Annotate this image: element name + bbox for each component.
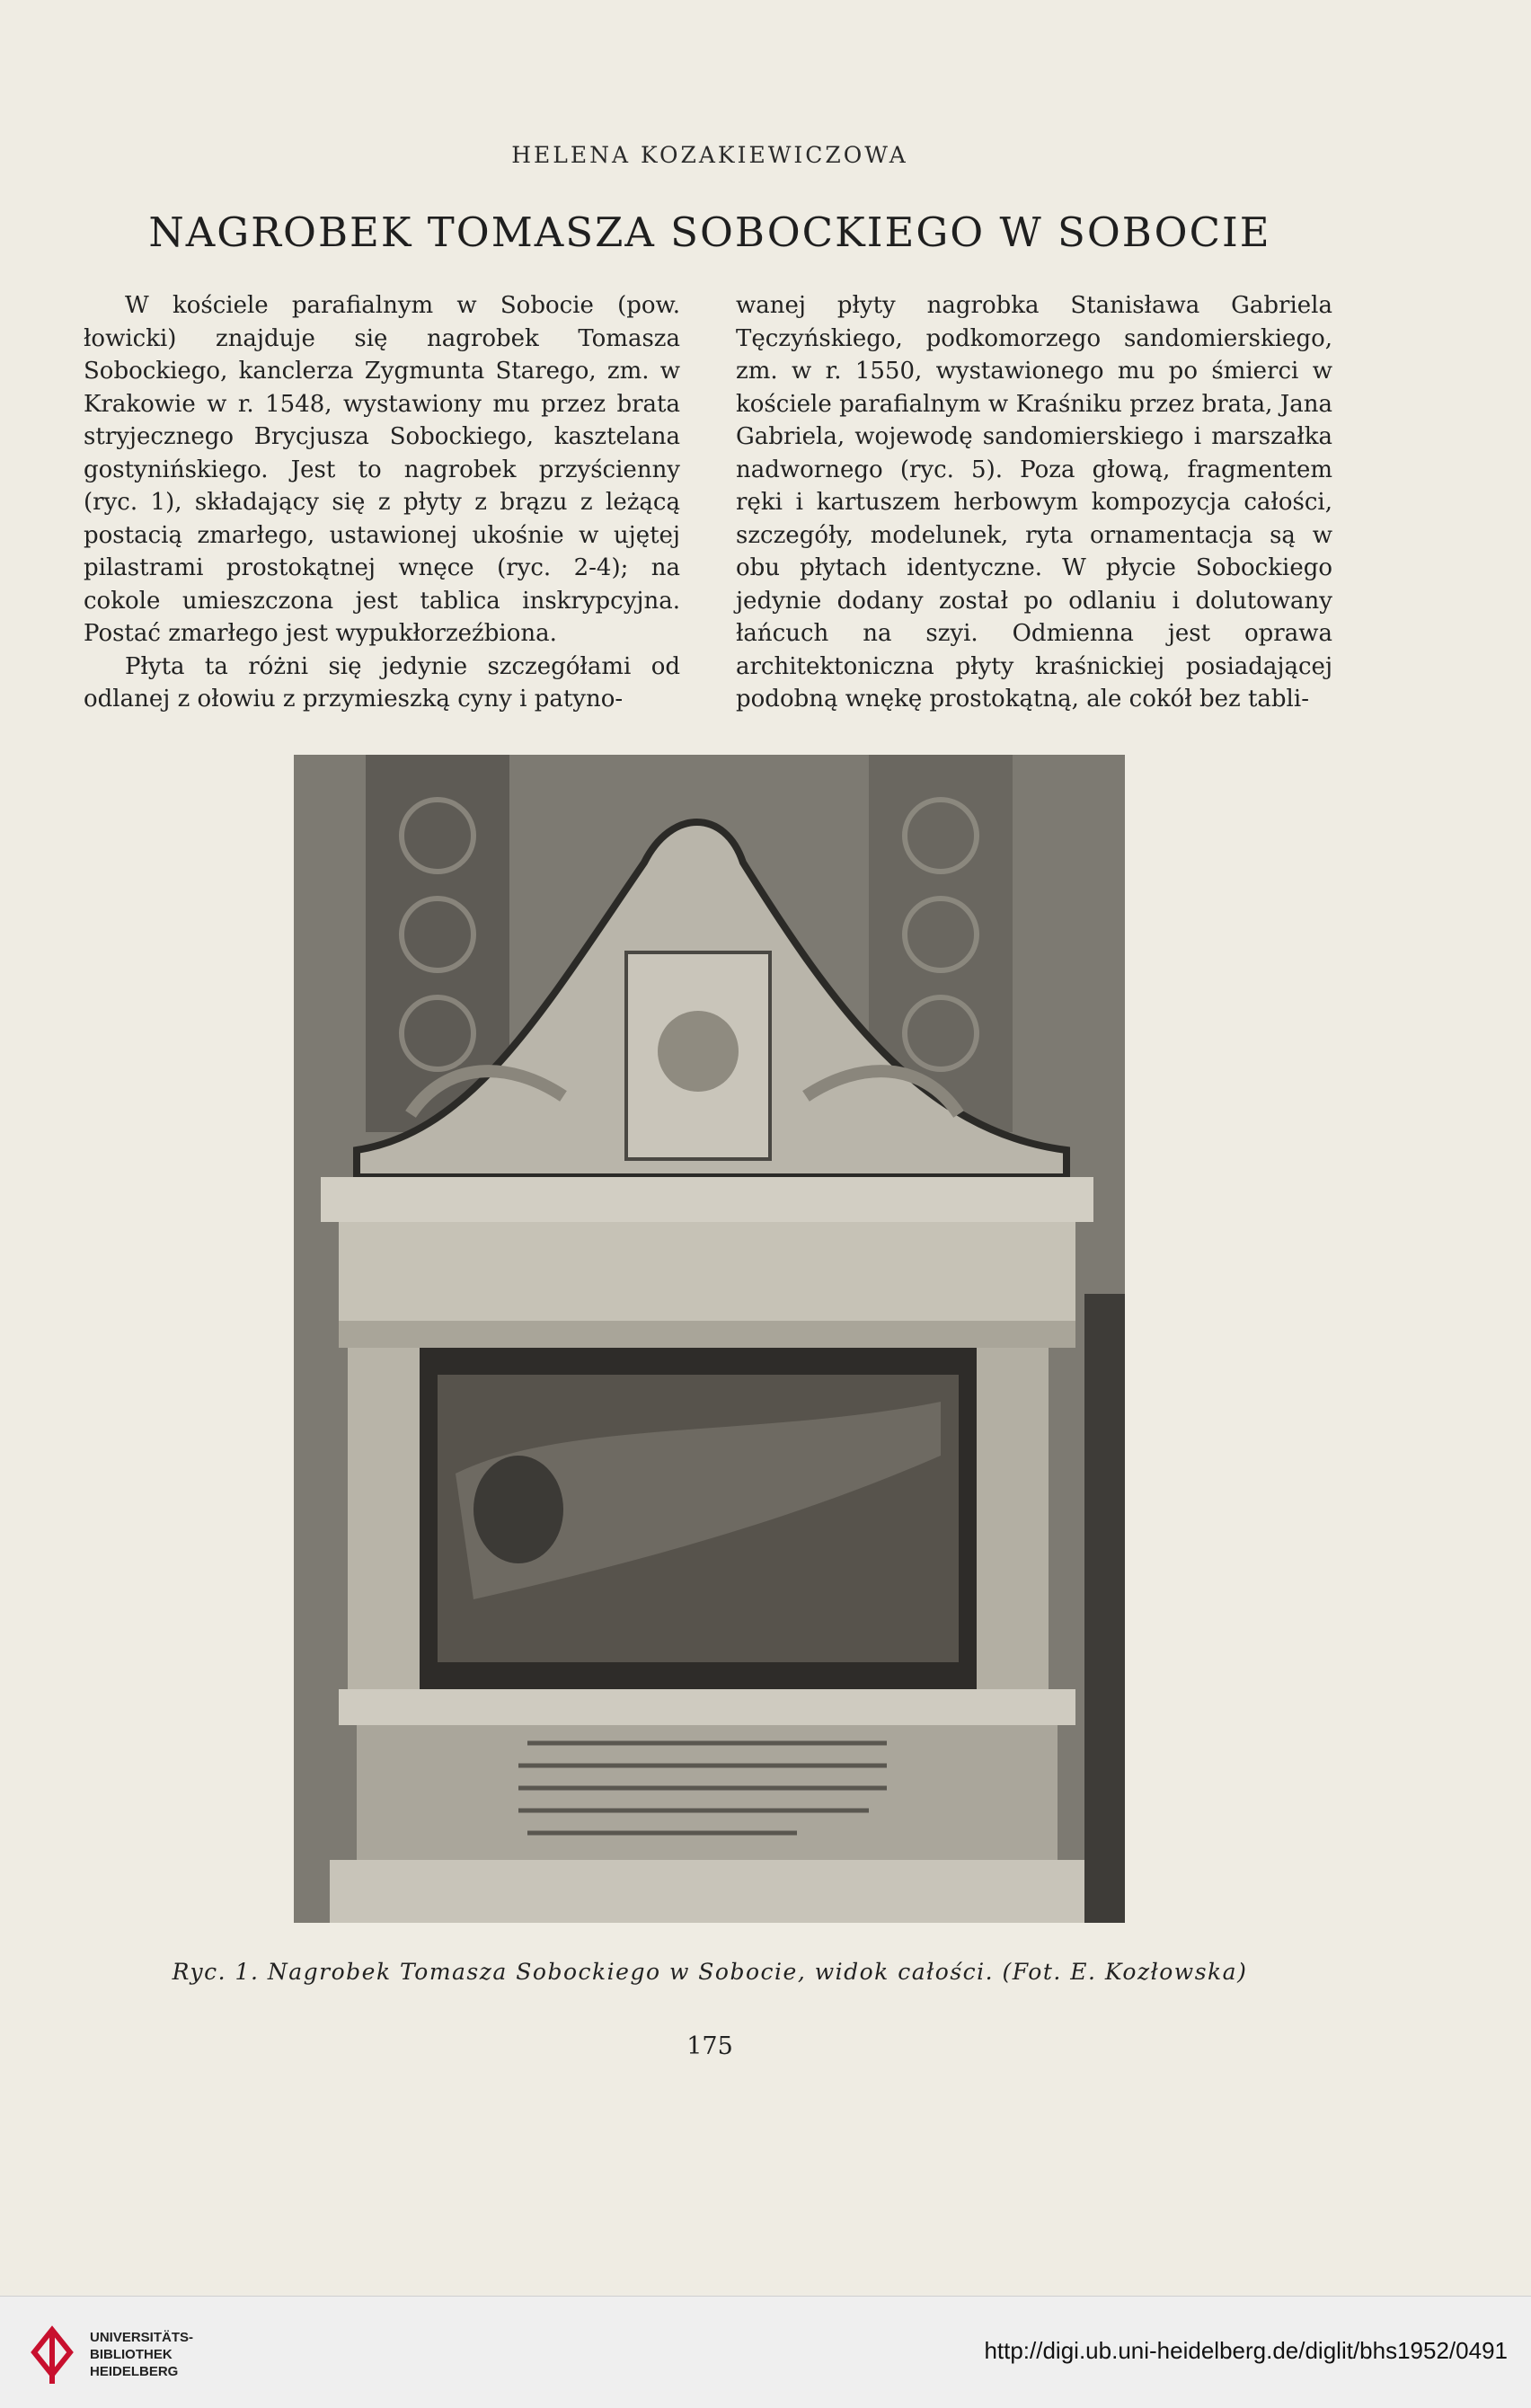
page-number: 175: [686, 2032, 733, 2060]
library-name: UNIVERSITÄTS- BIBLIOTHEK HEIDELBERG: [90, 2330, 194, 2379]
article-author: HELENA KOZAKIEWICZOWA: [511, 142, 908, 168]
library-footer: [0, 2296, 1531, 2408]
article-title: NAGROBEK TOMASZA SOBOCKIEGO W SOBOCIE: [148, 208, 1271, 256]
source-url-link[interactable]: http://digi.ub.uni-heidelberg.de/diglit/bhs1952/0491: [984, 2337, 1508, 2364]
two-column-body: [84, 289, 1332, 713]
figure-caption: Ryc. 1. Nagrobek Tomasza Sobockiego w Sobocie, widok całości. (Fot. E. Kozłowska): [172, 1959, 1248, 1985]
tomb-photograph: [294, 755, 1125, 1923]
library-logo-icon: [25, 2316, 79, 2388]
paragraph-2: Płyta ta różni się jedynie szczegółami od odlanej z ołowiu z przymieszką cyny i patyno-: [84, 652, 680, 713]
paragraph-3: wanej płyty nagrobka Stanisława Gabriela Tęczyńskiego, podkomorzego sandomierskiego, zm. w r. 1550, wystawionego mu po śmierci w kościele parafialnym w Kraśniku przez brata, Jana Gabriela, wojewodę sandomierskiego i marszałka nadwornego (ryc. 5). Poza głową, fragmentem ręki i kartuszem herbowym kompozycja całości, szczegóły, modelunek, ryta ornamentacja są w obu płytach identyczne. W płycie Sobockiego jedynie dodany został po odlaniu i dolutowany łańcuch na szyi. Odmienna jest oprawa architektoniczna płyty kraśnickiej posiadającej podobną wnękę prostokątną, ale cokół bez tabli-: [736, 292, 1332, 713]
paragraph-1: W kościele parafialnym w Sobocie (pow. łowicki) znajduje się nagrobek Tomasza Sobockiego, kanclerza Zygmunta Starego, zm. w Krakowie w r. 1548, wystawiony mu przez brata stryjecznego Brycjusza Sobockiego, kasztelana gostynińskiego. Jest to nagrobek przyścienny (ryc. 1), składający się z płyty z brązu z leżącą postacią zmarłego, ustawionej ukośnie w ujętej pilastrami prostokątnej wnęce (ryc. 2-4); na cokole umieszczona jest tablica inskrypcyjna. Postać zmarłego jest wypukłorzeźbiona.: [84, 292, 680, 647]
right-column: [736, 289, 1332, 713]
left-column: [84, 289, 680, 713]
